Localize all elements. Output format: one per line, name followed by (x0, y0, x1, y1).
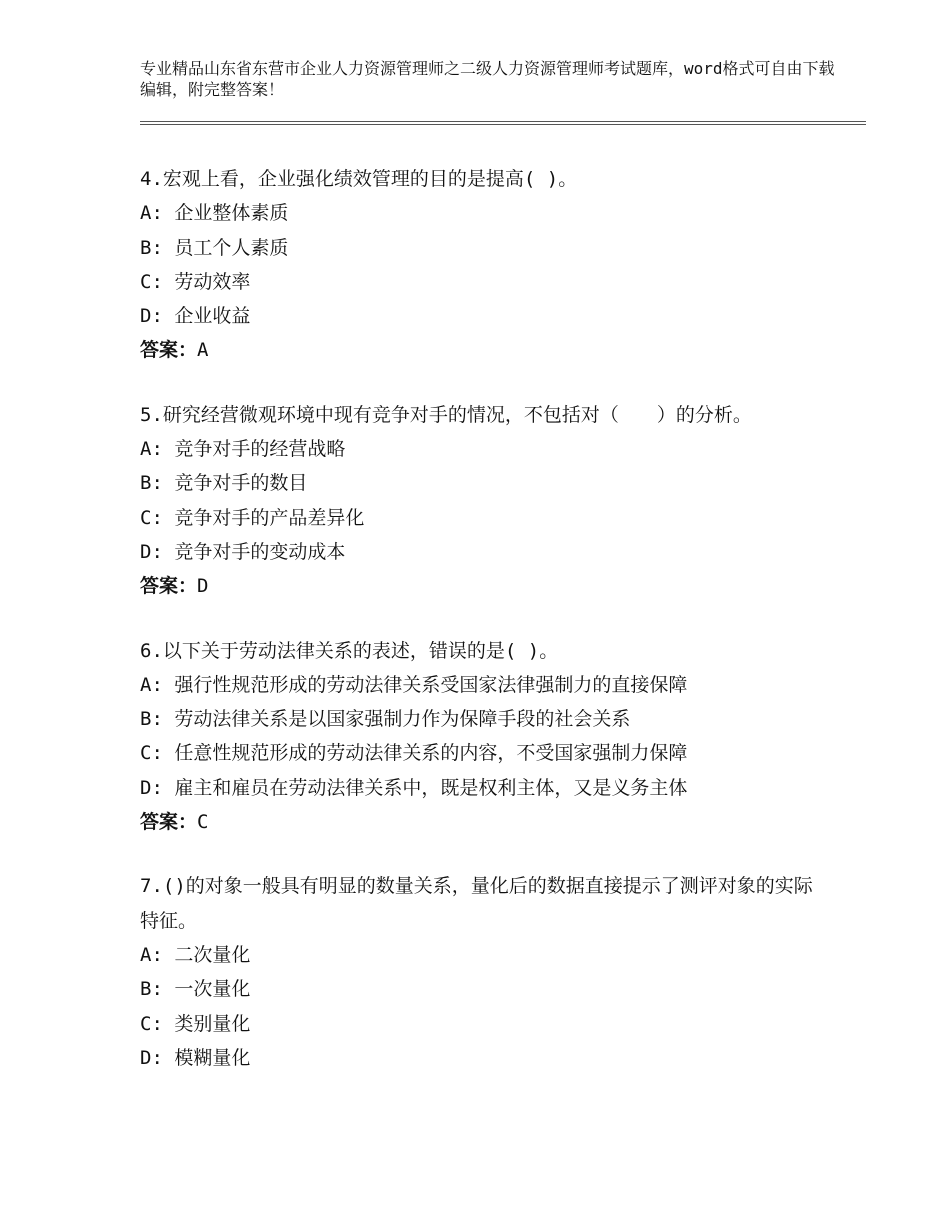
answer-label: 答案： (140, 811, 198, 834)
option-a: A: 二次量化 (140, 943, 251, 966)
question-4 (140, 162, 820, 368)
option-a: A: 竞争对手的经营战略 (140, 438, 346, 461)
option-d: D: 模糊量化 (140, 1046, 251, 1069)
option-d: D: 企业收益 (140, 305, 251, 328)
question-stem: 5.研究经营微观环境中现有竞争对手的情况，不包括对（ ）的分析。 (140, 403, 752, 426)
option-b: B: 劳动法律关系是以国家强制力作为保障手段的社会关系 (140, 708, 631, 731)
answer-line (140, 569, 820, 603)
question-6 (140, 634, 820, 840)
option-c: C: 劳动效率 (140, 270, 251, 293)
question-stem: 7.()的对象一般具有明显的数量关系，量化后的数据直接提示了测评对象的实际特征。 (140, 875, 813, 932)
answer-line (140, 333, 820, 367)
question-stem: 6.以下关于劳动法律关系的表述，错误的是( )。 (140, 639, 559, 662)
option-d: D: 雇主和雇员在劳动法律关系中，既是权利主体，又是义务主体 (140, 776, 688, 799)
document-header (140, 58, 840, 100)
question-list (140, 162, 820, 1105)
question-stem: 4.宏观上看，企业强化绩效管理的目的是提高( )。 (140, 168, 578, 190)
question-5 (140, 398, 820, 604)
answer-value: C (197, 811, 209, 834)
option-c: C: 类别量化 (140, 1012, 251, 1035)
option-a: A: 企业整体素质 (140, 202, 289, 225)
option-b: B: 竞争对手的数目 (140, 472, 308, 495)
header-divider-bottom (140, 124, 866, 125)
option-c: C: 任意性规范形成的劳动法律关系的内容，不受国家强制力保障 (140, 742, 688, 765)
option-d: D: 竞争对手的变动成本 (140, 540, 346, 563)
header-text: 专业精品山东省东营市企业人力资源管理师之二级人力资源管理师考试题库，word格式可自由下载编辑，附完整答案！ (140, 59, 835, 99)
question-7 (140, 869, 820, 1075)
option-a: A: 强行性规范形成的劳动法律关系受国家法律强制力的直接保障 (140, 673, 688, 696)
answer-label: 答案： (140, 339, 198, 362)
answer-label: 答案： (140, 575, 198, 598)
header-divider-top (140, 121, 866, 122)
option-b: B: 一次量化 (140, 978, 251, 1001)
answer-line (140, 805, 820, 839)
option-b: B: 员工个人素质 (140, 236, 289, 259)
answer-value: D (197, 575, 209, 598)
answer-value: A (197, 339, 209, 362)
option-c: C: 竞争对手的产品差异化 (140, 506, 365, 529)
